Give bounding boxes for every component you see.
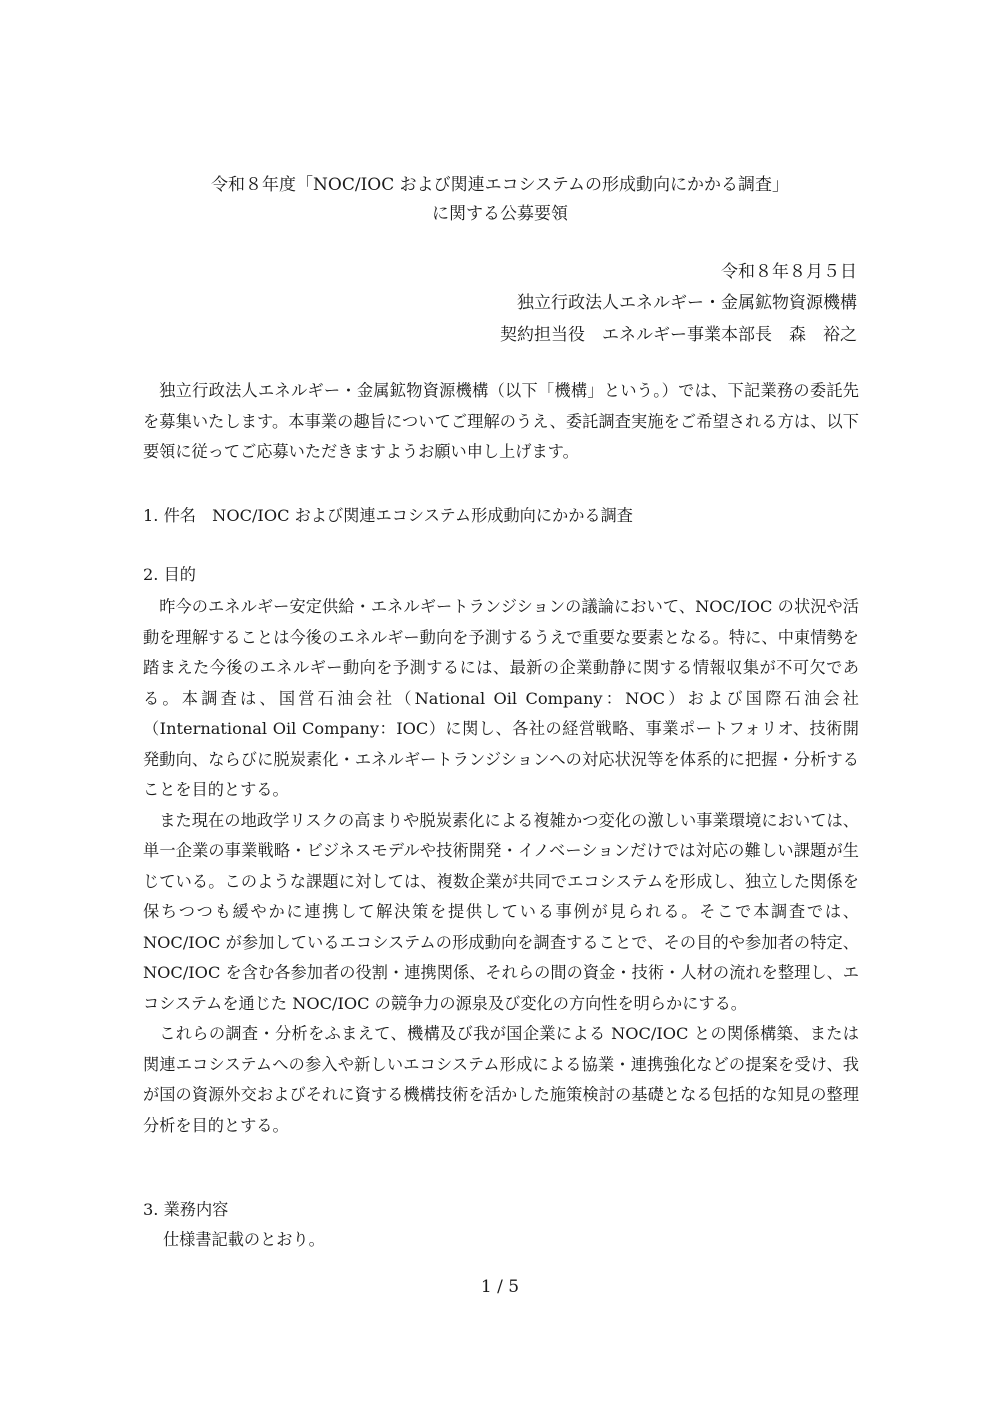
- section-2-heading: 2. 目的: [143, 565, 196, 584]
- intro-paragraph: 独立行政法人エネルギー・金属鉱物資源機構（以下「機構」という。）では、下記業務の委託先を募集いたします。本事業の趣旨についてご理解のうえ、委託調査実施をご希望される方は、以下要領に従ってご応募いただきますようお願い申し上げます。: [143, 381, 859, 461]
- purpose-section: [143, 592, 859, 1141]
- purpose-paragraph-3: これらの調査・分析をふまえて、機構及び我が国企業による NOC/IOC との関係構築、または関連エコシステムへの参入や新しいエコシステム形成による協業・連携強化などの提案を受け、我が国の資源外交およびそれに資する機構技術を活かした施策検討の基礎となる包括的な知見の整理分析を目的とする。: [143, 1024, 859, 1135]
- purpose-paragraph-2: また現在の地政学リスクの高まりや脱炭素化による複雑かつ変化の激しい事業環境においては、単一企業の事業戦略・ビジネスモデルや技術開発・イノベーションだけでは対応の難しい課題が生じている。このような課題に対しては、複数企業が共同でエコシステムを形成し、独立した関係を保ちつつも緩やかに連携して解決策を提供している事例が見られる。そこで本調査では、NOC/IOC が参加しているエコシステムの形成動向を調査することで、その目的や参加者の特定、NOC/IOC を含む各参加者の役割・連携関係、それらの間の資金・技術・人材の流れを整理し、エコシステムを通じた NOC/IOC の競争力の源泉及び変化の方向性を明らかにする。: [143, 810, 859, 1013]
- issuing-organization: 独立行政法人エネルギー・金属鉱物資源機構: [517, 293, 857, 313]
- section-3-heading: 3. 業務内容: [143, 1200, 229, 1219]
- issue-date: 令和８年８月５日: [721, 262, 857, 282]
- page-number: 1 / 5: [480, 1277, 520, 1297]
- purpose-paragraph-1: 昨今のエネルギー安定供給・エネルギートランジションの議論において、NOC/IOC の状況や活動を理解することは今後のエネルギー動向を予測するうえで重要な要素となる。特に、中東情勢を踏まえた今後のエネルギー動向を予測するには、最新の企業動静に関する情報収集が不可欠である。本調査は、国営石油会社（National Oil Company：NOC）および国際石油会社（International Oil Company：IOC）に関し、各社の経営戦略、事業ポートフォリオ、技術開発動向、ならびに脱炭素化・エネルギートランジションへの対応状況等を体系的に把握・分析することを目的とする。: [143, 597, 859, 799]
- section-3-body: 仕様書記載のとおり。: [163, 1230, 325, 1249]
- document-title-line-1: 令和８年度「NOC/IOC および関連エコシステムの形成動向にかかる調査」: [211, 175, 789, 195]
- section-1-heading: 1. 件名 NOC/IOC および関連エコシステム形成動向にかかる調査: [143, 506, 633, 525]
- document-title-line-2: に関する公募要領: [432, 204, 568, 224]
- contract-officer: 契約担当役 エネルギー事業本部長 森 裕之: [500, 325, 857, 345]
